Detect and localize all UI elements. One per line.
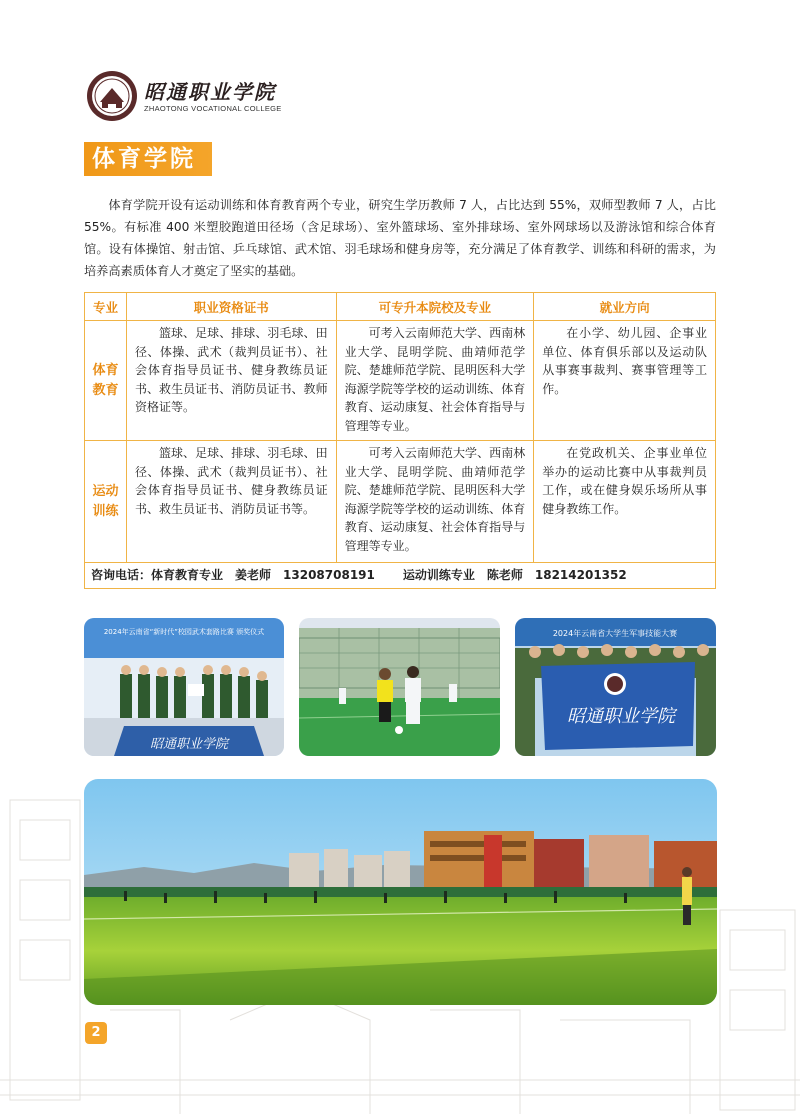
table-header-row (85, 293, 716, 321)
career-cell: 在小学、幼儿园、企事业单位、体育俱乐部以及运动队从事赛事裁判、赛事管理等工作。 (534, 321, 716, 441)
award-ceremony-photo (84, 618, 284, 756)
photo3-banner: 2024年云南省大学生军事技能大赛 (552, 629, 678, 638)
header-career: 就业方向 (534, 293, 716, 321)
program-table (84, 292, 716, 589)
contact-row (85, 563, 716, 589)
football-match-photo (299, 618, 500, 756)
table-row (85, 321, 716, 441)
header-upgrade: 可专升本院校及专业 (336, 293, 534, 321)
page-number: 2 (85, 1022, 107, 1044)
intro-paragraph (84, 194, 716, 282)
photo1-flag: 昭通职业学院 (149, 737, 229, 752)
major-name: 体育教育 (85, 321, 127, 441)
table-row (85, 441, 716, 563)
college-name-en: ZHAOTONG VOCATIONAL COLLEGE (144, 104, 282, 113)
campus-field-photo (84, 779, 717, 1005)
career-cell: 在党政机关、企事业单位举办的运动比赛中从事裁判员工作，或在健身娱乐场所从事健身教练工作。 (534, 441, 716, 563)
photo1-banner: 2024年云南省“新时代”校园武术套路比赛 颁奖仪式 (103, 628, 265, 636)
major-name: 运动训练 (85, 441, 127, 563)
college-name-cn: 昭通职业学院 (144, 80, 276, 104)
upgrade-cell: 可考入云南师范大学、西南林业大学、昆明学院、曲靖师范学院、楚雄师范学院、昆明医科大学海源学院等学校的运动训练、体育教育、运动康复、社会体育指导与管理等专业。 (336, 321, 534, 441)
contact-label: 咨询电话： (91, 568, 152, 582)
section-title: 体育学院 (84, 142, 212, 176)
contact-entry-training: 运动训练专业 陈老师 18214201352 (402, 568, 627, 582)
photo3-flag: 昭通职业学院 (567, 706, 675, 727)
contact-cell (85, 563, 716, 589)
college-logo (86, 70, 296, 122)
certificates-cell: 篮球、足球、排球、羽毛球、田径、体操、武术（裁判员证书）、社会体育指导员证书、健身教练员证书、救生员证书、消防员证书、教师资格证等。 (126, 321, 336, 441)
certificates-cell: 篮球、足球、排球、羽毛球、田径、体操、武术（裁判员证书）、社会体育指导员证书、健身教练员证书、救生员证书、消防员证书等。 (126, 441, 336, 563)
header-major: 专业 (85, 293, 127, 321)
intro-text: 体育学院开设有运动训练和体育教育两个专业，研究生学历教师 7 人，占比达到 55%，双师型教师 7 人，占比 55%。有标准 400 米塑胶跑道田径场（含足球场）、室外篮球场、室外排球场、室外网球场以及游泳馆和综合体育馆。设有体操馆、射击馆、乒乓球馆、武术馆、羽毛球场和健身房等，充分满足了体育教学、训练和科研的需求，为培养高素质体育人才奠定了坚实的基础。 (84, 198, 716, 278)
contact-entry-pe: 体育教育专业 姜老师 13208708191 (151, 568, 375, 582)
upgrade-cell: 可考入云南师范大学、西南林业大学、昆明学院、曲靖师范学院、楚雄师范学院、昆明医科大学海源学院等学校的运动训练、体育教育、运动康复、社会体育指导与管理等专业。 (336, 441, 534, 563)
header-certificates: 职业资格证书 (126, 293, 336, 321)
college-seal-icon (86, 70, 138, 122)
military-skills-photo (515, 618, 716, 756)
